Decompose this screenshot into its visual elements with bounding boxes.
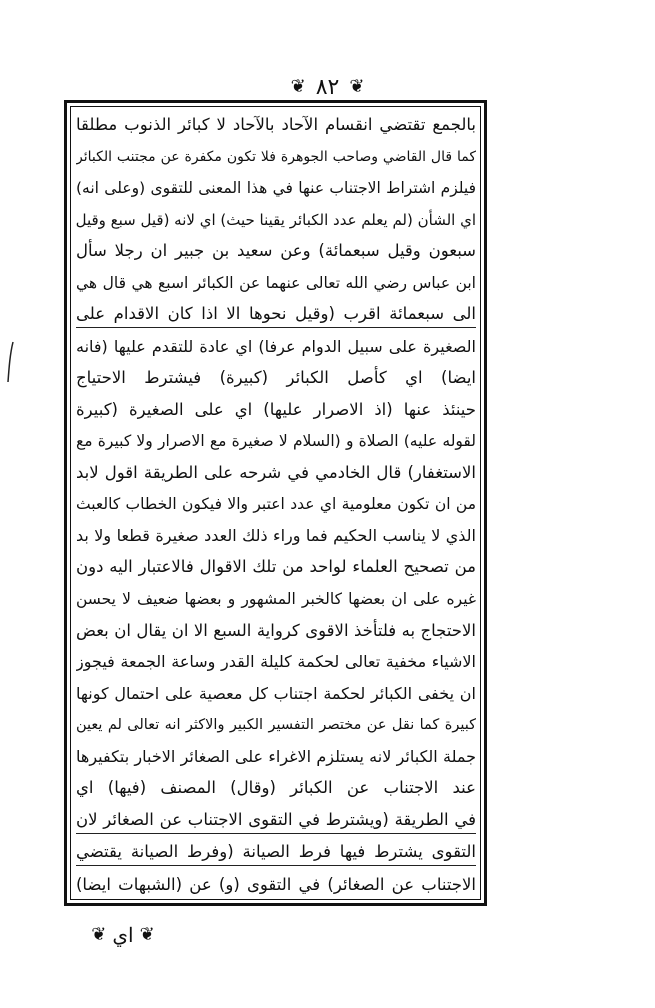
main-text-block — [76, 112, 476, 898]
text-line: كما قال القاضي وصاحب الجوهرة فلا تكون مكفرة عن مجتنب الكبائر — [76, 148, 476, 165]
text-line: اي الشأن (لم يعلم عدد الكبائر يقينا حيث) اي لانه (قيل سبع وقيل — [76, 210, 476, 229]
text-line: من تصحيح العلماء لواحد من تلك الاقوال فالاعتبار اليه دون — [76, 557, 476, 577]
text-line: عند الاجتناب عن الكبائر (وقال) المصنف (فيها) اي — [76, 778, 476, 798]
text-line: سبعون وقيل سبعمائة) وعن سعيد بن جبير ان رجلا سأل — [76, 241, 476, 261]
text-line: جملة الكبائر لانه يستلزم الاغراء على الصغائر الاخبار بتكفيرها — [76, 746, 476, 766]
catchword-text: اي — [112, 923, 134, 947]
text-line: الصغيرة على سبيل الدوام عرفا) اي عادة للتقدم عليها (فانه — [76, 336, 476, 356]
text-line: ايضا) اي كأصل الكبائر (كبيرة) فيشترط الاحتياج — [76, 368, 476, 388]
text-line: الذي لا يناسب الحكيم فما وراء ذلك العدد صغيرة قطعا ولا بد — [76, 525, 476, 545]
text-line: الاجتناب عن الصغائر) في التقوى (و) عن (الشبهات ايضا) — [76, 874, 476, 894]
text-line: فيلزم اشتراط الاجتناب عنها في هذا المعنى للتقوى (وعلى انه) — [76, 179, 476, 198]
text-line: غيره على ان بعضها كالخبر المشهور و بعضها ضعيف لا يحسن — [76, 589, 476, 608]
text-line: من ان تكون معلومية اي عدد اعتبر والا فيكون الخطاب كالعبث — [76, 495, 476, 514]
text-line: الاشياء مخفية تعالى لحكمة كليلة القدر وساعة الجمعة فيجوز — [76, 652, 476, 672]
text-line: لقوله عليه) الصلاة و (السلام لا صغيرة مع الاصرار ولا كبيرة مع — [76, 432, 476, 451]
text-line: الى سبعمائة اقرب (وقيل نحوها الا اذا كان الاقدام على — [76, 301, 476, 328]
text-line: بالجمع تقتضي انقسام الآحاد بالآحاد لا كبائر الذنوب مطلقا — [76, 115, 476, 134]
text-line: ان يخفى الكبائر لحكمة اجتناب كل معصية على احتمال كونها — [76, 683, 476, 703]
text-line: الاستغفار) قال الخادمي في شرحه على الطريقة اقول لابد — [76, 462, 476, 482]
catchword — [78, 920, 168, 950]
margin-mark — [6, 340, 16, 384]
text-line: في الطريقة (ويشترط في التقوى الاجتناب عن الصغائر لان — [76, 807, 476, 834]
ornament-right-icon: ❦ — [349, 76, 365, 97]
page-number: ٨٢ — [315, 74, 340, 100]
catchword-ornament-left-icon: ❦ — [91, 924, 107, 945]
catchword-ornament-right-icon: ❦ — [139, 924, 155, 945]
text-line: حينئذ عنها (اذ الاصرار عليها) اي على الصغيرة (كبيرة — [76, 399, 476, 419]
text-line: كبيرة كما نقل عن مختصر التفسير الكبير والاكثر انه تعالى لم يعين — [76, 717, 476, 734]
text-line: الاحتجاج به فلتأخذ الاقوى كرواية السبع الا ان يقال ان بعض — [76, 620, 476, 640]
ornament-left-icon: ❦ — [290, 76, 306, 97]
text-line: ابن عباس رضي الله تعالى عنهما عن الكبائر اسبع هي قال هي — [76, 273, 476, 292]
text-line: التقوى يشترط فيها فرط الصيانة (وفرط الصيانة يقتضي — [76, 839, 476, 866]
page-number-header — [0, 70, 655, 104]
